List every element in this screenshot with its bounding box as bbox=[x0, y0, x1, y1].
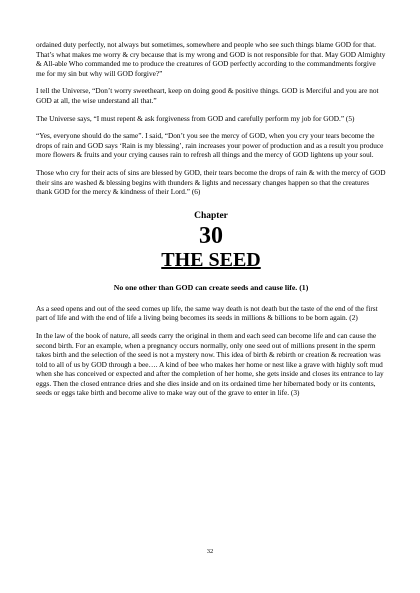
paragraph-7: In the law of the book of nature, all seeds carry the original in them and each seed can become life and can cause the second birth. For an example, when a pregnancy occurs normally, only one seed out of millions present in the sperm takes birth and the selection of the seed is not a mystery now. This idea of birth & rebirth or creation & recreation was told to all of us by GOD through a bee…. A kind of bee who makes her home or nest like a grave with highly soft mud when she has conceived or expected and after the completion of her home, she gets inside and closes its entrance to lay eggs. Then the closed entrance dries and she dies inside and on its ordained time her hibernated body or its contents, seeds or eggs take birth and become alive to make way out of the grave to enter in life. (3) bbox=[36, 330, 384, 398]
paragraph-3: The Universe says, “I must repent & ask forgiveness from GOD and carefully perform my job for GOD.” (5) bbox=[36, 113, 355, 123]
paragraph-4: “Yes, everyone should do the same”. I said, “Don’t you see the mercy of GOD, when you cry your tears become the drops of rain and GOD says ‘Rain is my blessing’, rain increases your power of production and as a result you produce more flowers & fruits and your crying causes rain to refresh all things and the mercy of GOD lightens up your soul. bbox=[36, 131, 384, 160]
chapter-number: 30 bbox=[199, 222, 223, 249]
document-page bbox=[36, 40, 386, 406]
page-number: 32 bbox=[206, 548, 214, 555]
paragraph-6: As a seed opens and out of the seed comes up life, the same way death is not death but the taste of the end of the first part of life and with the end of life a living being becomes its seeds in millions & billions to be born again. (2) bbox=[36, 303, 378, 323]
chapter-title: THE SEED bbox=[161, 248, 261, 271]
paragraph-1: ordained duty perfectly, not always but sometimes, somewhere and people who see such things blame GOD for that. That’s what makes me worry & cry because that is my wrong and GOD is not responsible for that. May GOD Almighty & All-able Who commanded me to produce the creatures of GOD perfectly according to the commandments forgive me for my sin but why will GOD forgive?” bbox=[36, 40, 386, 78]
paragraph-5: Those who cry for their acts of sins are blessed by GOD, their tears become the drops of rain & with the mercy of GOD their sins are washed & blessing begins with thunders & lights and necessary changes happen so that the creatures thank GOD for the mercy & kindness of their Lord.” (6) bbox=[36, 167, 386, 197]
chapter-subtitle: No one other than GOD can create seeds and cause life. (1) bbox=[113, 282, 309, 292]
paragraph-2: I tell the Universe, “Don’t worry sweetheart, keep on doing good & positive things. GOD is Merciful and you are not GOD at all, the wise understand all that.” bbox=[36, 86, 379, 105]
chapter-label: Chapter bbox=[194, 210, 228, 221]
